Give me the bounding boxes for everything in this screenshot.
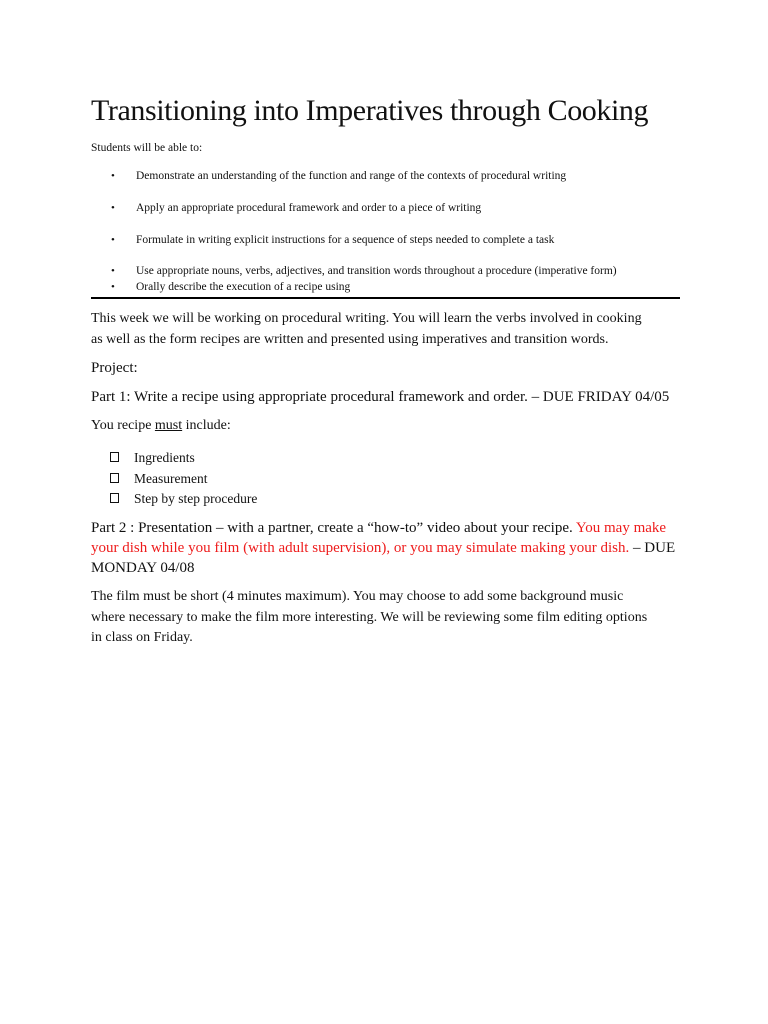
objective-item: Apply an appropriate procedural framework and order to a piece of writing	[136, 202, 482, 214]
bullet-icon: •	[111, 202, 115, 214]
checklist-item	[110, 448, 195, 467]
checklist-item	[110, 489, 257, 508]
part2-text: Part 2 : Presentation – with a partner, create a “how-to” video about your recipe.	[91, 520, 576, 536]
intro-line: This week we will be working on procedural writing. You will learn the verbs involved in cooking	[91, 311, 642, 326]
checkbox-icon	[110, 452, 119, 462]
must-emphasis: must	[154, 418, 183, 433]
part2-line	[91, 538, 681, 558]
objectives-intro: Students will be able to:	[91, 142, 203, 154]
bullet-icon: •	[111, 265, 115, 277]
objective-item: Use appropriate nouns, verbs, adjectives, and transition words throughout a procedure (imperative form)	[136, 265, 617, 277]
film-line: The film must be short (4 minutes maximum). You may choose to add some background music	[91, 589, 624, 604]
film-paragraph	[91, 587, 691, 649]
objective-item: Orally describe the execution of a recipe using	[136, 281, 351, 293]
part2-heading	[91, 518, 681, 578]
part1-heading: Part 1: Write a recipe using appropriate procedural framework and order. – DUE FRIDAY 04/05	[91, 389, 670, 405]
section-divider	[91, 297, 680, 299]
checklist-label: Step by step procedure	[134, 491, 258, 506]
bullet-icon: •	[111, 234, 115, 246]
checkbox-icon	[110, 493, 119, 503]
recipe-requirements-intro	[91, 416, 683, 437]
objective-item: Demonstrate an understanding of the function and range of the contexts of procedural writing	[136, 170, 567, 182]
requirements-suffix: include:	[182, 418, 231, 433]
bullet-icon: •	[111, 281, 115, 293]
checklist-label: Ingredients	[134, 450, 195, 465]
checkbox-icon	[110, 473, 119, 483]
document-title: Transitioning into Imperatives through Cooking	[91, 94, 649, 127]
checklist-label: Measurement	[134, 471, 208, 486]
film-line: in class on Friday.	[91, 630, 193, 645]
part2-due-date: MONDAY 04/08	[91, 560, 195, 576]
part2-line	[91, 518, 681, 538]
part2-highlight: You may make	[575, 520, 667, 536]
checklist-item	[110, 469, 207, 488]
intro-line: as well as the form recipes are written and presented using imperatives and transition words.	[91, 331, 609, 347]
requirements-prefix: You recipe	[91, 418, 155, 433]
project-heading: Project:	[91, 360, 138, 376]
part2-text: – DUE	[629, 540, 676, 556]
intro-paragraph	[91, 309, 683, 350]
bullet-icon: •	[111, 170, 115, 182]
part2-highlight: your dish while you film (with adult supervision), or you may simulate making your dish.	[91, 540, 630, 556]
film-line: where necessary to make the film more interesting. We will be reviewing some film editing options	[91, 609, 648, 625]
objective-item: Formulate in writing explicit instructions for a sequence of steps needed to complete a task	[136, 234, 555, 246]
